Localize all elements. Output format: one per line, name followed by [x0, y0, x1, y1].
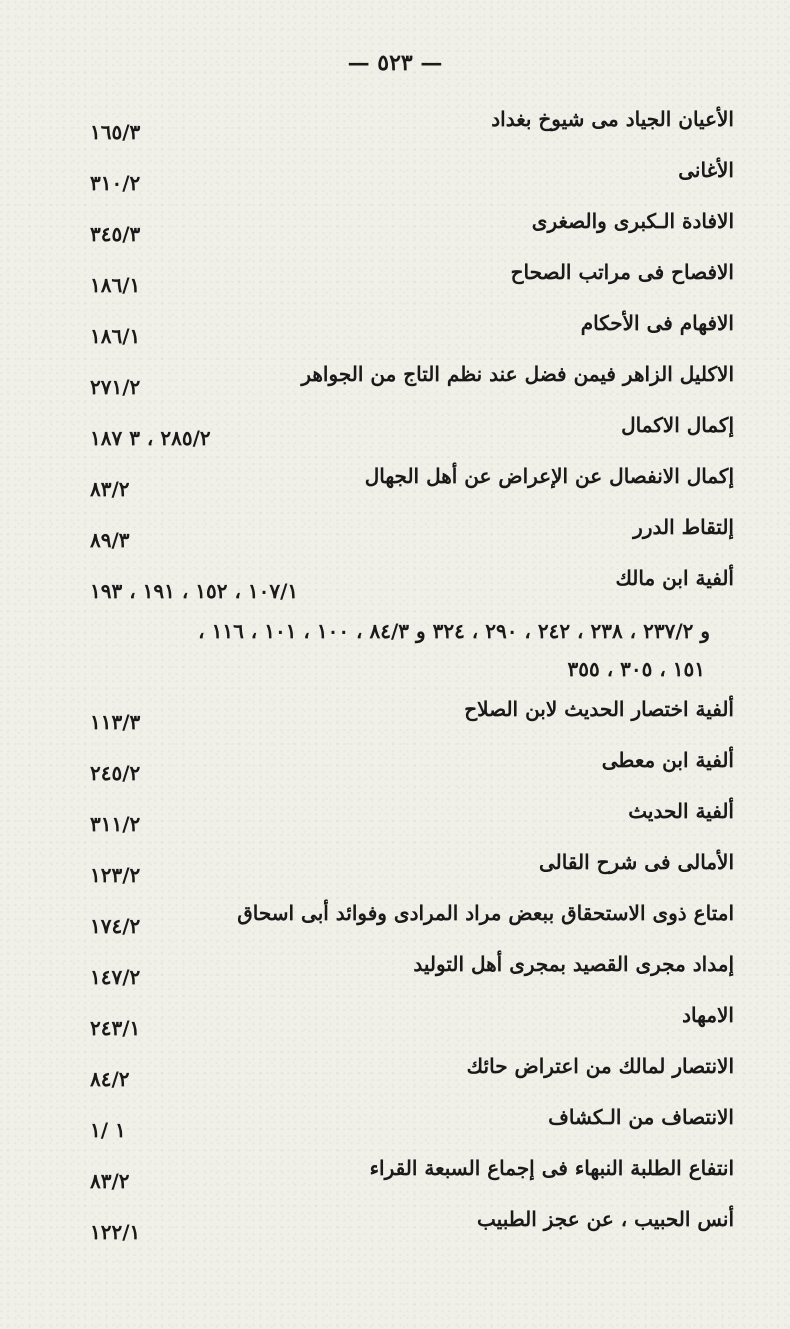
- entry-reference: ١٧٤/٢: [90, 914, 141, 938]
- index-entry-continuation: [0, 613, 790, 653]
- entry-title: الانتصار لمالك من اعتراض حائك: [466, 1054, 734, 1078]
- index-entry: [0, 1203, 790, 1254]
- entry-reference: ١٠٧/١ ، ١٥٢ ، ١٩١ ، ١٩٣: [90, 579, 299, 603]
- entry-title: ألفية ابن معطى: [601, 748, 734, 772]
- entry-reference-continuation: و ٢٣٧/٢ ، ٢٣٨ ، ٢٤٢ ، ٢٩٠ ، ٣٢٤ و ٨٤/٣ ، ١٠٠ ، ١٠١ ، ١١٦ ،: [198, 619, 710, 643]
- entry-reference: ٨٩/٣: [90, 528, 130, 552]
- index-entry: [0, 897, 790, 948]
- page-number: — ٥٢٣ —: [347, 50, 443, 76]
- entry-reference: ٢٨٥/٢ ، ٣ ١٨٧: [90, 426, 211, 450]
- entry-title: انتفاع الطلبة النبهاء فى إجماع السبعة القراء: [369, 1156, 734, 1180]
- index-entry: [0, 256, 790, 307]
- index-entry: [0, 154, 790, 205]
- entry-reference: ٨٣/٢: [90, 477, 130, 501]
- entry-reference: ١٢٣/٢: [90, 863, 141, 887]
- index-entry: [0, 562, 790, 613]
- entry-title: إلتقاط الدرر: [633, 515, 734, 539]
- entry-title: ألفية اختصار الحديث لابن الصلاح: [464, 697, 734, 721]
- index-entry: [0, 999, 790, 1050]
- entry-reference: ١٨٦/١: [90, 273, 141, 297]
- entry-reference: ١٢٢/١: [90, 1220, 141, 1244]
- index-entry: [0, 1050, 790, 1101]
- entry-reference: ٨٤/٢: [90, 1067, 130, 1091]
- entry-title: الافصاح فى مراتب الصحاح: [510, 260, 734, 284]
- entry-reference: ١٦٥/٣: [90, 120, 141, 144]
- entry-title: ألفية الحديث: [628, 799, 734, 823]
- entry-reference: ٢٤٥/٢: [90, 761, 141, 785]
- entry-reference: ١٨٦/١: [90, 324, 141, 348]
- entry-title: الامهاد: [682, 1003, 734, 1027]
- index-entry: [0, 205, 790, 256]
- entry-title: الأغانى: [678, 158, 734, 182]
- index-entry: [0, 1101, 790, 1152]
- entry-reference-continuation: ١٥١ ، ٣٠٥ ، ٣٥٥: [567, 657, 705, 681]
- entry-reference: ٢٤٣/١: [90, 1016, 141, 1040]
- entry-title: إمداد مجرى القصيد بمجرى أهل التوليد: [413, 952, 734, 976]
- index-entry: [0, 744, 790, 795]
- entry-title: الافهام فى الأحكام: [580, 311, 734, 335]
- index-entry: [0, 409, 790, 460]
- index-entry: [0, 358, 790, 409]
- entry-title: امتاع ذوى الاستحقاق ببعض مراد المرادى وفوائد أبى اسحاق: [237, 901, 734, 925]
- entry-title: الأمالى فى شرح القالى: [539, 850, 734, 874]
- entry-reference: ٣١١/٢: [90, 812, 141, 836]
- entry-title: الأعيان الجياد مى شيوخ بغداد: [491, 107, 734, 131]
- index-entry: [0, 103, 790, 154]
- entry-title: ألفية ابن مالك: [615, 566, 734, 590]
- index-entry: [0, 1152, 790, 1203]
- index-entry: [0, 511, 790, 562]
- index-entry: [0, 846, 790, 897]
- entry-reference: ١٤٧/٢: [90, 965, 141, 989]
- entry-title: الافادة الـكبرى والصغرى: [531, 209, 734, 233]
- entry-reference: ٨٣/٢: [90, 1169, 130, 1193]
- index-entry: [0, 795, 790, 846]
- entry-reference: ٣١٠/٢: [90, 171, 141, 195]
- index-entry: [0, 460, 790, 511]
- index-entry-continuation: [0, 653, 790, 693]
- entry-reference: ١١٣/٣: [90, 710, 141, 734]
- entry-title: الانتصاف من الـكشاف: [548, 1105, 734, 1129]
- entry-title: أنس الحبيب ، عن عجز الطبيب: [477, 1207, 734, 1231]
- index-entry: [0, 307, 790, 358]
- entry-reference: ٣٤٥/٣: [90, 222, 141, 246]
- entry-reference: ١ /١: [90, 1118, 126, 1142]
- index-entry: [0, 948, 790, 999]
- entry-title: الاكليل الزاهر فيمن فضل عند نظم التاج من الجواهر: [301, 362, 734, 386]
- entry-title: إكمال الانفصال عن الإعراض عن أهل الجهال: [364, 464, 734, 488]
- entry-reference: ٢٧١/٢: [90, 375, 141, 399]
- index-entry: [0, 693, 790, 744]
- entry-title: إكمال الاكمال: [621, 413, 734, 437]
- index-list: [0, 103, 790, 1254]
